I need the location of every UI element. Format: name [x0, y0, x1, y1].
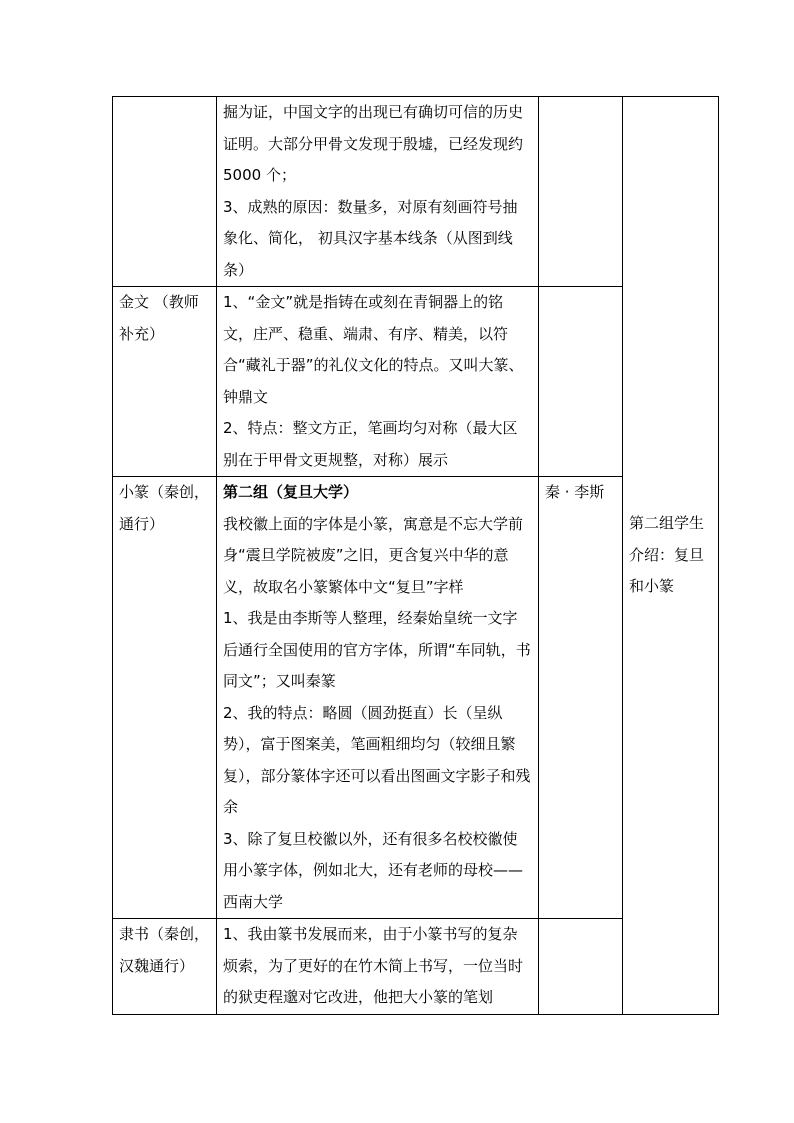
- content-cell: [217, 477, 539, 919]
- content-paragraph: 我校徽上面的字体是小篆，寓意是不忘大学前身“震旦学院被废”之旧，更含复兴中华的意义，故取名小篆繁体中文“复旦”字样: [223, 514, 524, 596]
- content-cell: [217, 919, 539, 1015]
- content-cell: [217, 97, 539, 287]
- content-paragraph: 掘为证，中国文字的出现已有确切可信的历史证明。大部分甲骨文发现于殷墟，已经发现约 5000 个；: [223, 103, 524, 184]
- content-paragraph: 3、除了复旦校徽以外，还有很多名校校徽使用小篆字体，例如北大，还有老师的母校——西南大学: [223, 829, 524, 911]
- content-paragraph: 3、成熟的原因：数量多，对原有刻画符号抽象化、简化， 初具汉字基本线条（从图到线条）: [223, 197, 518, 279]
- person-cell: [539, 287, 623, 477]
- script-name-cell: 隶书（秦创，汉魏通行）: [113, 919, 217, 1015]
- content-paragraph: 1、“金文”就是指铸在或刻在青铜器上的铭文，庄严、稳重、端肃、有序、精美，以符合“藏礼于器”的礼仪文化的特点。又叫大篆、钟鼎文: [223, 293, 524, 406]
- lesson-plan-table: [112, 96, 719, 1015]
- script-name-cell: [113, 97, 217, 287]
- content-paragraph: 2、我的特点：略圆（圆劲挺直）长（呈纵势），富于图案美，笔画粗细均匀（较细且繁复），部分篆体字还可以看出图画文字影子和残余: [223, 703, 531, 816]
- content-paragraph: 1、我由篆书发展而来，由于小篆书写的复杂烦索，为了更好的在竹木简上书写，一位当时的狱吏程邈对它改进，他把大小篆的笔划: [223, 925, 524, 1006]
- content-paragraph: 1、我是由李斯等人整理，经秦始皇统一文字后通行全国使用的官方字体，所谓“车同轨，书同文”；又叫秦篆: [223, 609, 531, 690]
- script-name-cell: 小篆（秦创，通行）: [113, 477, 217, 919]
- student-activity-text: 第二组学生介绍：复旦和小篆: [629, 514, 705, 595]
- content-cell: [217, 287, 539, 477]
- person-cell: [539, 97, 623, 287]
- person-cell: 秦 · 李斯: [539, 477, 623, 919]
- student-activity-cell: [623, 97, 719, 1015]
- group-heading: 第二组（复旦大学）: [223, 483, 359, 501]
- content-paragraph: 2、特点：整文方正，笔画均匀对称（最大区别在于甲骨文更规整，对称）展示: [223, 419, 518, 469]
- script-name-cell: 金文 （教师补充）: [113, 287, 217, 477]
- table-row: [113, 97, 719, 287]
- person-cell: [539, 919, 623, 1015]
